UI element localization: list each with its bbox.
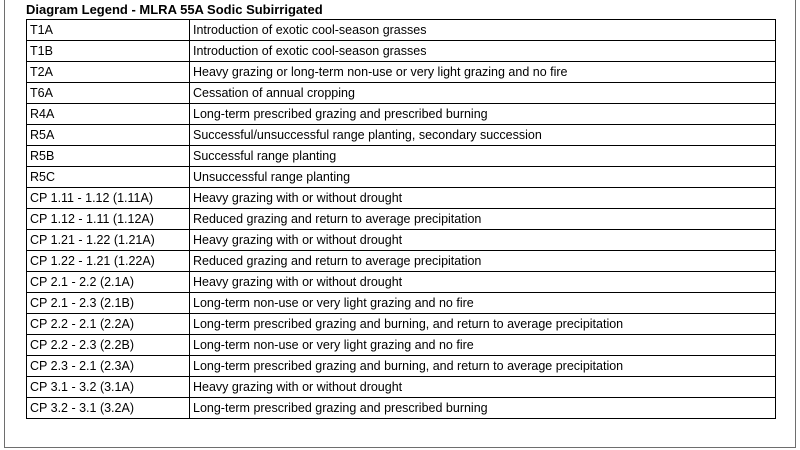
table-row [27,398,776,419]
transition-description-cell: Heavy grazing with or without drought [190,377,776,398]
transition-code-cell: T1B [27,41,190,62]
table-row [27,230,776,251]
table-row [27,335,776,356]
transition-description-cell: Long-term prescribed grazing and burning, and return to average precipitation [190,314,776,335]
transition-description-cell: Long-term prescribed grazing and prescribed burning [190,398,776,419]
transition-description-cell: Introduction of exotic cool-season grasses [190,20,776,41]
transition-code-cell: CP 2.2 - 2.3 (2.2B) [27,335,190,356]
transition-code-cell: CP 3.1 - 3.2 (3.1A) [27,377,190,398]
table-row [27,314,776,335]
transition-description-cell: Unsuccessful range planting [190,167,776,188]
transition-description-cell: Long-term prescribed grazing and burning, and return to average precipitation [190,356,776,377]
transition-code-cell: CP 1.21 - 1.22 (1.21A) [27,230,190,251]
legend-table [26,19,776,419]
table-row [27,62,776,83]
transition-description-cell: Cessation of annual cropping [190,83,776,104]
transition-code-cell: R5C [27,167,190,188]
transition-description-cell: Successful range planting [190,146,776,167]
transition-code-cell: CP 1.22 - 1.21 (1.22A) [27,251,190,272]
transition-description-cell: Reduced grazing and return to average precipitation [190,251,776,272]
table-row [27,41,776,62]
transition-code-cell: CP 1.12 - 1.11 (1.12A) [27,209,190,230]
transition-description-cell: Long-term non-use or very light grazing and no fire [190,335,776,356]
legend-table-body [27,20,776,419]
table-row [27,251,776,272]
transition-code-cell: CP 2.3 - 2.1 (2.3A) [27,356,190,377]
transition-code-cell: R5B [27,146,190,167]
transition-code-cell: CP 2.2 - 2.1 (2.2A) [27,314,190,335]
table-row [27,146,776,167]
table-row [27,209,776,230]
transition-description-cell: Reduced grazing and return to average precipitation [190,209,776,230]
transition-code-cell: R5A [27,125,190,146]
transition-description-cell: Introduction of exotic cool-season grasses [190,41,776,62]
table-row [27,356,776,377]
transition-code-cell: CP 2.1 - 2.2 (2.1A) [27,272,190,293]
transition-code-cell: CP 1.11 - 1.12 (1.11A) [27,188,190,209]
transition-code-cell: T2A [27,62,190,83]
table-row [27,272,776,293]
transition-code-cell: CP 3.2 - 3.1 (3.2A) [27,398,190,419]
table-row [27,377,776,398]
transition-code-cell: T6A [27,83,190,104]
transition-description-cell: Long-term non-use or very light grazing and no fire [190,293,776,314]
transition-description-cell: Successful/unsuccessful range planting, secondary succession [190,125,776,146]
table-row [27,104,776,125]
table-row [27,125,776,146]
legend-title: Diagram Legend - MLRA 55A Sodic Subirrigated [26,2,323,17]
transition-code-cell: T1A [27,20,190,41]
transition-description-cell: Heavy grazing with or without drought [190,272,776,293]
transition-description-cell: Heavy grazing with or without drought [190,230,776,251]
table-row [27,167,776,188]
transition-description-cell: Long-term prescribed grazing and prescribed burning [190,104,776,125]
table-row [27,83,776,104]
transition-code-cell: R4A [27,104,190,125]
transition-description-cell: Heavy grazing or long-term non-use or very light grazing and no fire [190,62,776,83]
transition-code-cell: CP 2.1 - 2.3 (2.1B) [27,293,190,314]
table-row [27,20,776,41]
table-row [27,293,776,314]
transition-description-cell: Heavy grazing with or without drought [190,188,776,209]
table-row [27,188,776,209]
